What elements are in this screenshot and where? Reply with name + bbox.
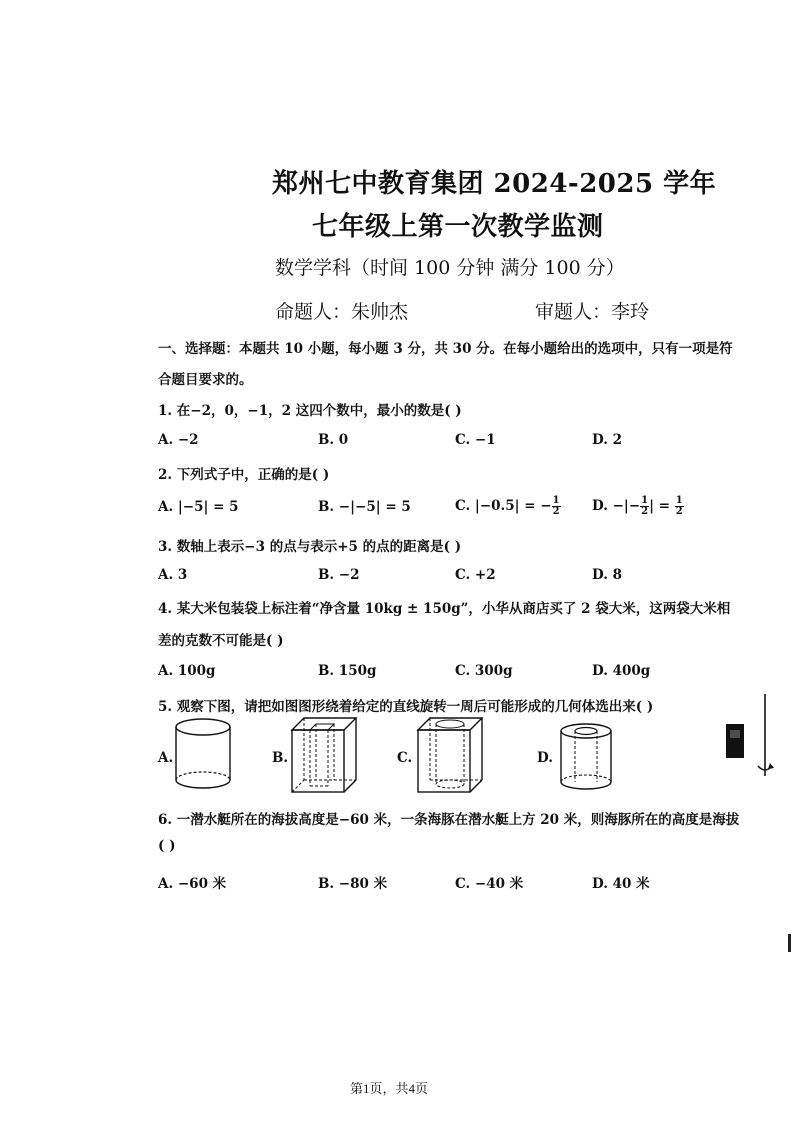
exam-reviewer: 审题人：李玲: [535, 301, 650, 323]
question-3-stem: 3. 数轴上表示−3 的点与表示+5 的点的距离是( ): [158, 539, 462, 555]
question-2-stem: 2. 下列式子中，正确的是( ): [158, 467, 330, 483]
fraction-numerator: 1: [641, 495, 649, 506]
question-4-stem-line1: 4. 某大米包装袋上标注着“净含量 10kg ± 150g”，小华从商店买了 2 袋大米，这两袋大米相: [158, 601, 731, 617]
exam-title-line1: 郑州七中教育集团 2024-2025 学年: [272, 169, 717, 199]
question-5-option-b: B.: [272, 750, 289, 766]
fraction-denominator: 2: [675, 506, 683, 517]
fraction-denominator: 2: [641, 506, 649, 517]
section-heading-line2: 合题目要求的。: [158, 372, 253, 388]
question-4-option-a: A. 100g: [158, 663, 216, 679]
question-6-stem-line1: 6. 一潜水艇所在的海拔高度是−60 米，一条海豚在潜水艇上方 20 米，则海豚所在的高度是海拔: [158, 812, 740, 828]
question-1-option-a: A. −2: [158, 432, 199, 448]
scan-edge-mark: [788, 934, 791, 952]
question-6-option-c: C. −40 米: [455, 876, 524, 892]
fraction-denominator: 2: [552, 506, 560, 517]
question-3-option-b: B. −2: [318, 567, 360, 583]
question-5-option-c: C.: [397, 750, 413, 766]
question-5-option-d: D.: [537, 750, 553, 766]
question-6-option-a: A. −60 米: [158, 876, 227, 892]
question-3-option-c: C. +2: [455, 567, 496, 583]
question-4-option-d: D. 400g: [592, 663, 651, 679]
question-2-option-d: [592, 496, 684, 517]
question-6-option-d: D. 40 米: [592, 876, 650, 892]
exam-subject-line: 数学学科（时间 100 分钟 满分 100 分）: [275, 257, 625, 279]
question-2-option-c-text: C. |−0.5| = −: [455, 498, 552, 514]
section-heading-line1: 一、选择题：本题共 10 小题，每小题 3 分，共 30 分。在每小题给出的选项中，只有一项是符: [158, 341, 733, 357]
page-number: 第1页，共4页: [350, 1081, 429, 1096]
question-2-option-d-text-a: D. −|−: [592, 498, 641, 514]
question-1-option-d: D. 2: [592, 432, 623, 448]
figure-box-with-inner-prism: [288, 714, 360, 796]
question-1-option-b: B. 0: [318, 432, 349, 448]
figure-box-with-inner-cylinder: [414, 714, 486, 796]
fraction-numerator: 1: [552, 495, 560, 506]
figure-rotation-shape-with-axis: [724, 692, 776, 780]
question-4-stem-line2: 差的克数不可能是( ): [158, 633, 284, 649]
exam-title-line2: 七年级上第一次教学监测: [312, 212, 604, 242]
fraction-one-half: [552, 496, 561, 517]
question-6-stem-line2: ( ): [158, 838, 176, 854]
question-3-option-a: A. 3: [158, 567, 188, 583]
question-5-stem: 5. 观察下图，请把如图图形绕着给定的直线旋转一周后可能形成的几何体选出来( ): [158, 699, 654, 715]
question-1-option-c: C. −1: [455, 432, 496, 448]
question-2-option-d-text-b: | =: [649, 498, 675, 514]
exam-author: 命题人：朱帅杰: [275, 301, 409, 323]
question-1-stem: 1. 在−2，0，−1，2 这四个数中，最小的数是( ): [158, 403, 462, 419]
question-5-option-a: A.: [158, 750, 174, 766]
figure-hollow-cylinder: [556, 722, 616, 794]
figure-cylinder: [172, 716, 234, 792]
question-2-option-c: [455, 496, 561, 517]
question-3-option-d: D. 8: [592, 567, 623, 583]
question-4-option-b: B. 150g: [318, 663, 377, 679]
fraction-one-half: [675, 496, 684, 517]
question-2-option-a: A. |−5| = 5: [158, 499, 239, 515]
fraction-numerator: 1: [675, 495, 683, 506]
fraction-one-half: [640, 496, 649, 517]
question-4-option-c: C. 300g: [455, 663, 513, 679]
question-6-option-b: B. −80 米: [318, 876, 388, 892]
question-2-option-b: B. −|−5| = 5: [318, 499, 411, 515]
